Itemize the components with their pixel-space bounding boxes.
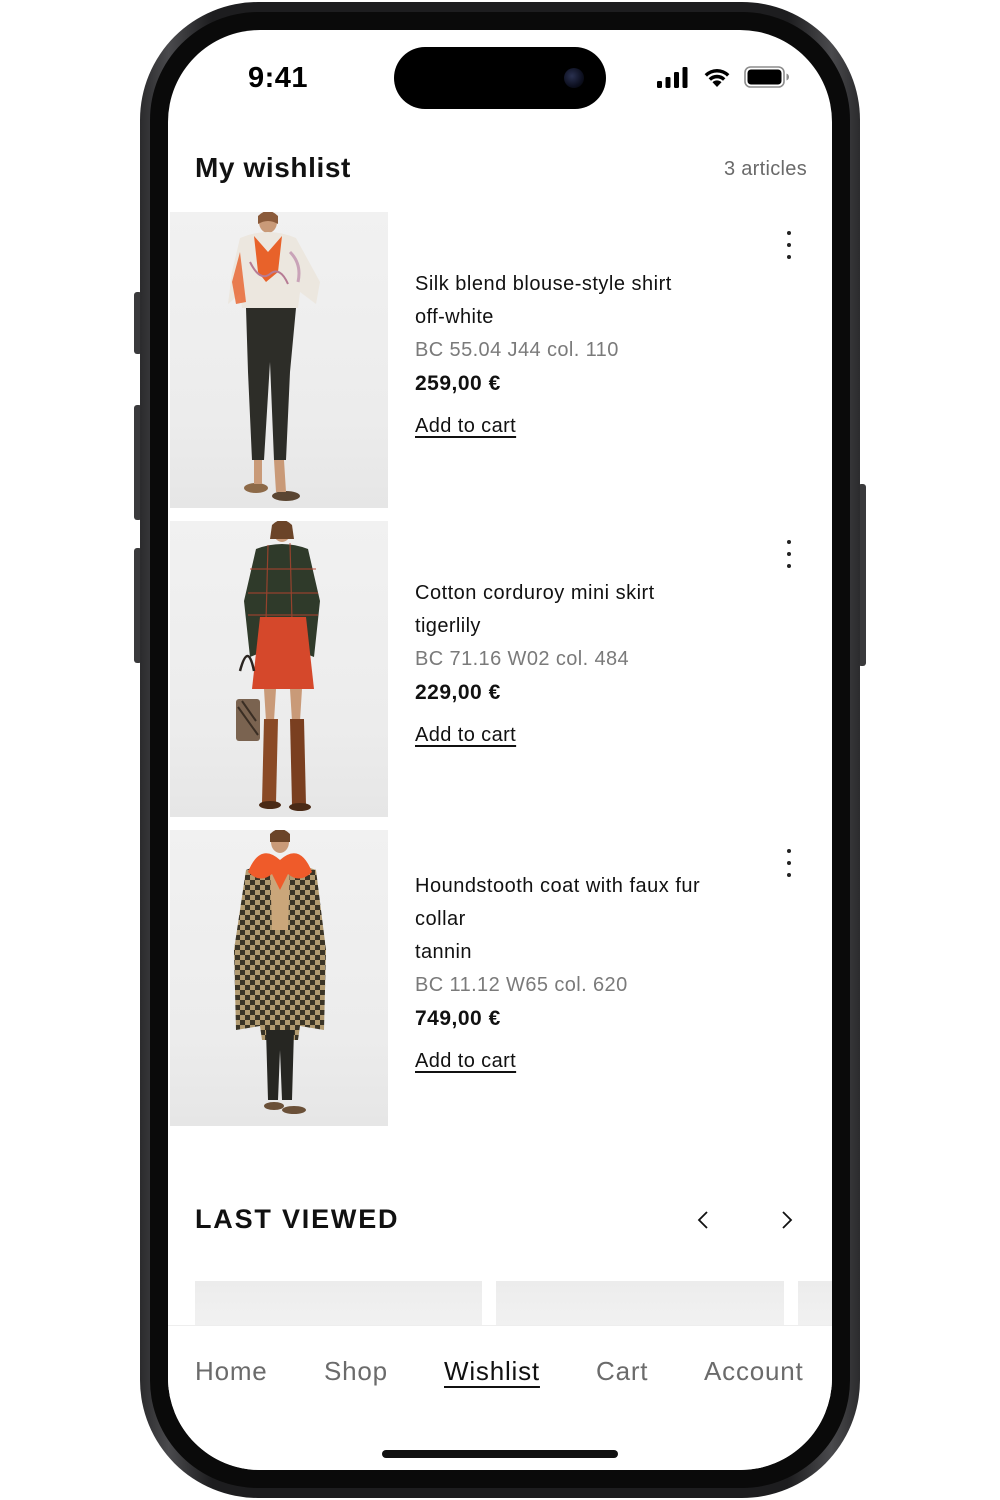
status-time: 9:41 [248,62,309,94]
nav-wishlist[interactable]: Wishlist [444,1356,540,1386]
dot-icon [787,255,791,259]
product-sku: BC 11.12 W65 col. 620 [415,974,628,996]
add-to-cart-link[interactable]: Add to cart [415,724,517,746]
wishlist-header [195,148,807,196]
dynamic-island [394,47,606,109]
dot-icon [787,849,791,853]
status-bar [168,30,832,130]
product-color: tigerlily [415,615,481,637]
product-color: tannin [415,941,472,963]
product-sku: BC 71.16 W02 col. 484 [415,648,630,670]
model-coat-image [170,830,388,1126]
carousel-next-button[interactable] [774,1208,798,1232]
nav-account[interactable]: Account [704,1356,804,1386]
cellular-signal-icon [656,66,690,88]
page-title: My wishlist [195,152,351,183]
wishlist-item [168,521,832,817]
product-sku: BC 55.04 J44 col. 110 [415,339,619,361]
bottom-navigation [168,1326,832,1470]
dot-icon [787,540,791,544]
chevron-left-icon [692,1208,716,1232]
add-to-cart-link[interactable]: Add to cart [415,1050,517,1072]
dot-icon [787,243,791,247]
home-indicator[interactable] [382,1450,618,1458]
product-image[interactable] [170,212,388,508]
product-name[interactable]: Cotton corduroy mini skirt [415,582,655,604]
dot-icon [787,231,791,235]
front-camera-icon [564,68,584,88]
nav-shop[interactable]: Shop [324,1356,388,1386]
dot-icon [787,873,791,877]
status-icons [656,64,790,90]
item-details [415,870,755,1073]
add-to-cart-link[interactable]: Add to cart [415,415,517,437]
dot-icon [787,861,791,865]
more-options-button[interactable] [776,846,802,880]
wishlist-item [168,212,832,508]
more-options-button[interactable] [776,537,802,571]
last-viewed-heading: LAST VIEWED [195,1204,400,1234]
dot-icon [787,564,791,568]
more-options-button[interactable] [776,228,802,262]
product-color: off-white [415,306,494,328]
article-count: 3 articles [723,158,807,180]
model-blouse-image [170,212,388,508]
item-details [415,268,775,438]
wishlist-item [168,830,832,1126]
battery-icon [744,66,790,88]
product-name[interactable]: Silk blend blouse-style shirt [415,273,672,295]
product-price: 229,00 € [415,681,501,704]
product-price: 749,00 € [415,1007,501,1030]
product-image[interactable] [170,521,388,817]
app-screen [168,30,832,1470]
item-details [415,577,775,747]
chevron-right-icon [774,1208,798,1232]
product-price: 259,00 € [415,372,501,395]
wifi-icon [702,66,732,88]
dot-icon [787,552,791,556]
product-image[interactable] [170,830,388,1126]
nav-cart[interactable]: Cart [596,1356,649,1386]
nav-home[interactable]: Home [195,1356,268,1386]
product-name[interactable]: Houndstooth coat with faux fur collar [415,875,701,930]
model-skirt-image [170,521,388,817]
carousel-prev-button[interactable] [692,1208,716,1232]
